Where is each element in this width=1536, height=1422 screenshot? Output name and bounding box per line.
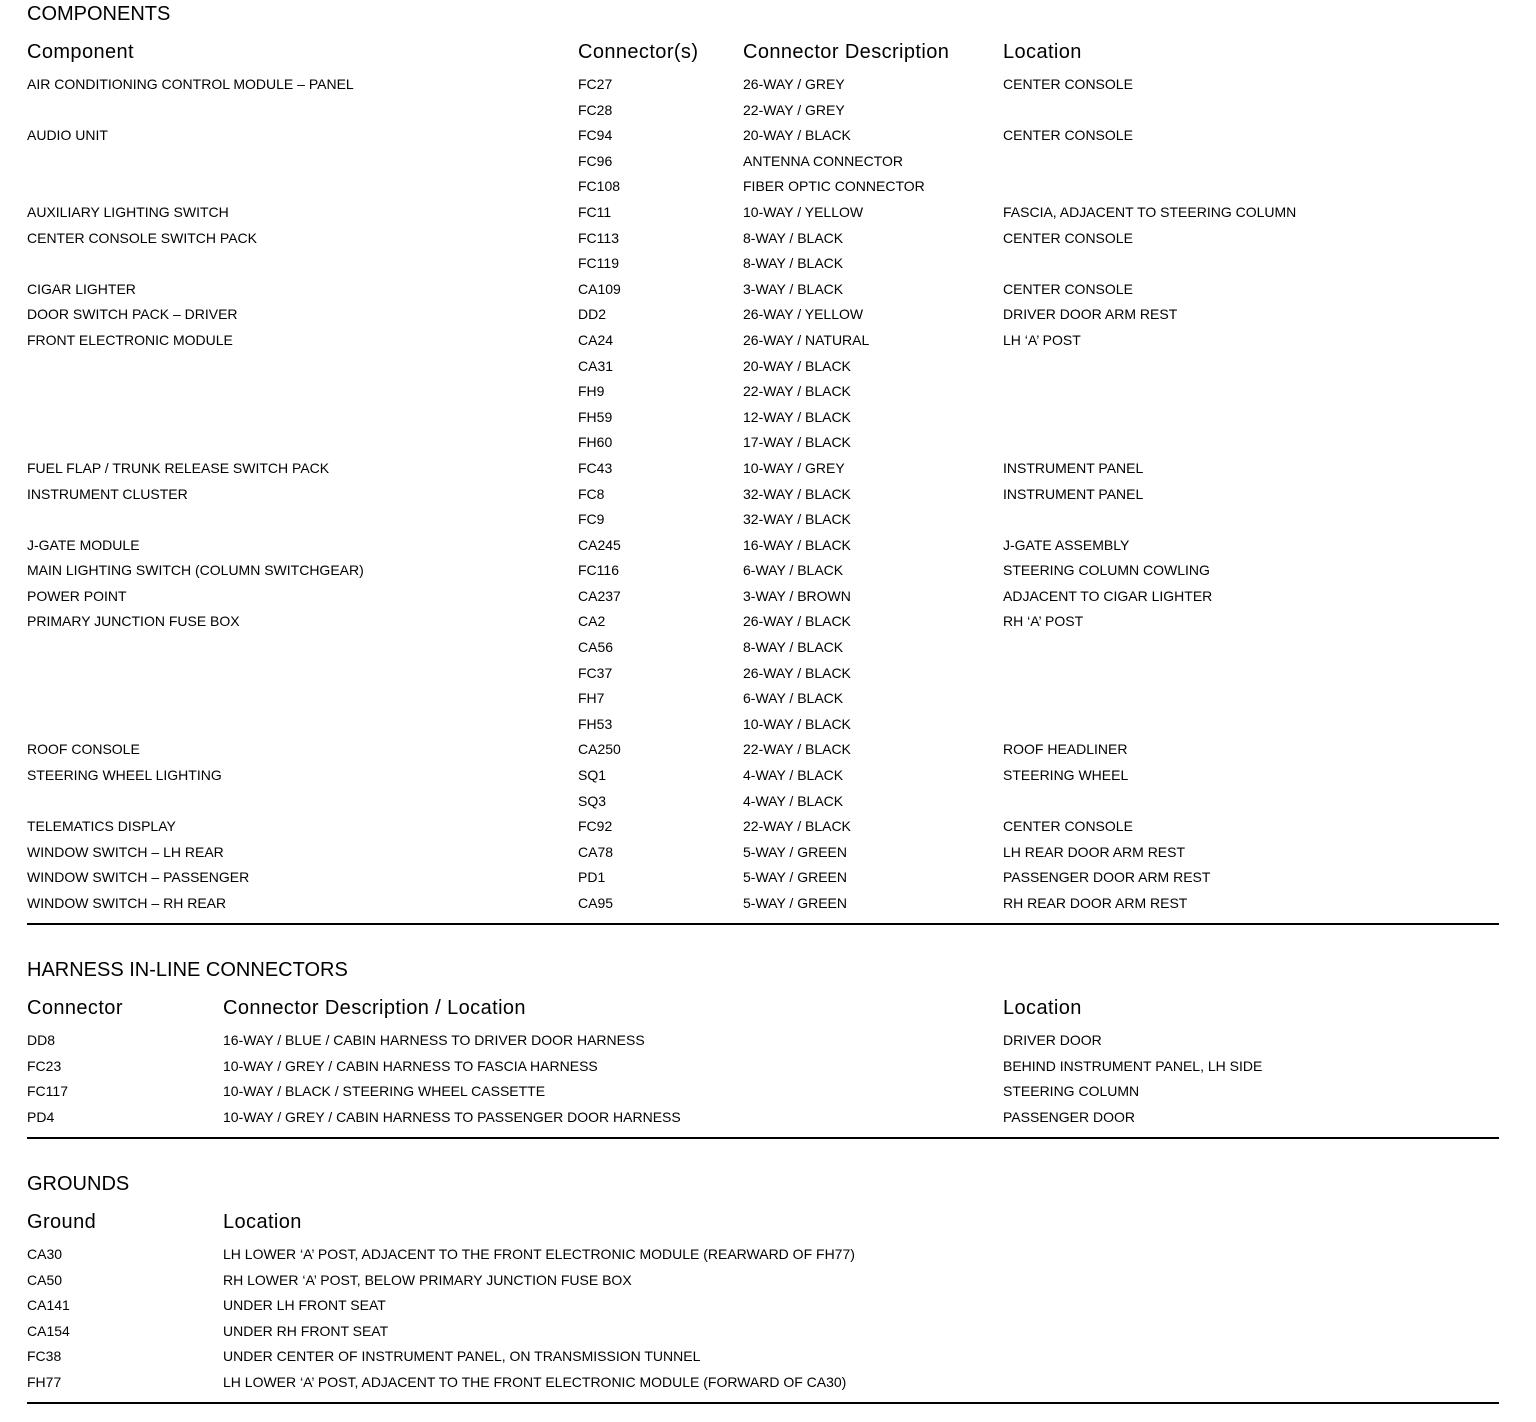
connector-id: CA109 <box>578 280 621 297</box>
ground-id: CA50 <box>27 1271 63 1288</box>
table-row <box>27 149 1499 175</box>
component-name: INSTRUMENT CLUSTER <box>27 485 188 502</box>
table-row <box>27 98 1499 124</box>
table-row <box>27 1370 1499 1396</box>
connector-id: FC23 <box>27 1057 62 1074</box>
component-location: STEERING WHEEL <box>1003 767 1129 784</box>
connector-description: 5-WAY / GREEN <box>743 869 847 886</box>
connector-id: FC94 <box>578 127 613 144</box>
connector-description: 20-WAY / BLACK <box>743 127 851 144</box>
table-row <box>27 661 1499 687</box>
connector-description: 4-WAY / BLACK <box>743 792 844 809</box>
connector-description: 26-WAY / GREY <box>743 76 845 92</box>
table-row <box>27 1105 1499 1131</box>
ground-id: FH77 <box>27 1373 62 1390</box>
component-location: ADJACENT TO CIGAR LIGHTER <box>1003 587 1213 604</box>
connector-id: FC9 <box>578 511 605 528</box>
header-location: Location <box>1003 41 1082 63</box>
ground-location: RH LOWER ‘A’ POST, BELOW PRIMARY JUNCTION FUSE BOX <box>223 1271 632 1288</box>
component-name: CENTER CONSOLE SWITCH PACK <box>27 229 257 246</box>
table-row <box>27 865 1499 891</box>
components-table <box>27 72 1499 917</box>
component-location: CENTER CONSOLE <box>1003 818 1133 835</box>
connector-description: 8-WAY / BLACK <box>743 639 844 656</box>
table-row <box>27 1054 1499 1080</box>
component-name: ROOF CONSOLE <box>27 741 140 758</box>
table-row <box>27 533 1499 559</box>
component-name: WINDOW SWITCH – LH REAR <box>27 843 224 860</box>
connector-description: 17-WAY / BLACK <box>743 434 851 451</box>
component-name: PRIMARY JUNCTION FUSE BOX <box>27 613 240 630</box>
connector-description: 20-WAY / BLACK <box>743 357 851 374</box>
table-row <box>27 1293 1499 1319</box>
connector-description: 26-WAY / BLACK <box>743 664 851 681</box>
connector-id: PD1 <box>578 869 606 886</box>
table-row <box>27 584 1499 610</box>
table-row <box>27 226 1499 252</box>
ground-id: CA30 <box>27 1246 63 1262</box>
connector-description: 6-WAY / BLACK <box>743 690 844 707</box>
table-row <box>27 1344 1499 1370</box>
ground-location: LH LOWER ‘A’ POST, ADJACENT TO THE FRONT ELECTRONIC MODULE (FORWARD OF CA30) <box>223 1373 847 1390</box>
connector-description: 26-WAY / YELLOW <box>743 306 864 323</box>
connector-description: 3-WAY / BLACK <box>743 280 844 297</box>
connector-id: CA237 <box>578 587 621 604</box>
table-row <box>27 1268 1499 1294</box>
connector-id: DD8 <box>27 1032 56 1048</box>
grounds-title: GROUNDS <box>27 1173 130 1195</box>
connector-description: 16-WAY / BLACK <box>743 536 851 553</box>
ground-location: UNDER CENTER OF INSTRUMENT PANEL, ON TRANSMISSION TUNNEL <box>223 1348 701 1365</box>
component-location: CENTER CONSOLE <box>1003 280 1133 297</box>
table-row <box>27 1242 1499 1268</box>
connector-id: CA24 <box>578 331 614 348</box>
connector-description: 22-WAY / BLACK <box>743 383 851 400</box>
component-location: STEERING COLUMN COWLING <box>1003 562 1210 579</box>
connector-description: 8-WAY / BLACK <box>743 229 844 246</box>
table-row <box>27 686 1499 712</box>
connector-id: FC8 <box>578 485 605 502</box>
table-row <box>27 712 1499 738</box>
connector-id: CA95 <box>578 895 614 911</box>
connector-description: 10-WAY / BLACK <box>743 715 851 732</box>
harness-title: HARNESS IN-LINE CONNECTORS <box>27 959 348 981</box>
component-location: INSTRUMENT PANEL <box>1003 485 1144 502</box>
connector-id: CA31 <box>578 357 614 374</box>
header-connectors: Connector(s) <box>578 41 699 63</box>
connector-description: 10-WAY / GREY / CABIN HARNESS TO FASCIA HARNESS <box>223 1057 598 1074</box>
connector-description: 10-WAY / YELLOW <box>743 203 864 220</box>
header-connector: Connector <box>27 997 123 1019</box>
table-row <box>27 891 1499 917</box>
component-name: AIR CONDITIONING CONTROL MODULE – PANEL <box>27 76 354 92</box>
connector-id: FC92 <box>578 818 613 835</box>
harness-section <box>27 958 1499 1140</box>
component-name: CIGAR LIGHTER <box>27 280 136 297</box>
connector-description: 10-WAY / GREY / CABIN HARNESS TO PASSENGER DOOR HARNESS <box>223 1108 681 1125</box>
harness-table <box>27 1028 1499 1130</box>
table-row <box>27 558 1499 584</box>
connector-id: DD2 <box>578 306 607 323</box>
connector-id: FH59 <box>578 408 613 425</box>
grounds-table <box>27 1242 1499 1396</box>
connector-description: 12-WAY / BLACK <box>743 408 851 425</box>
connector-id: FC113 <box>578 229 619 246</box>
component-name: J-GATE MODULE <box>27 536 140 553</box>
ground-location: UNDER LH FRONT SEAT <box>223 1297 386 1314</box>
table-row <box>27 1079 1499 1105</box>
component-location: RH ‘A’ POST <box>1003 613 1084 630</box>
connector-description: 6-WAY / BLACK <box>743 562 844 579</box>
table-row <box>27 72 1499 98</box>
table-row <box>27 635 1499 661</box>
connector-description: FIBER OPTIC CONNECTOR <box>743 178 925 195</box>
ground-location: LH LOWER ‘A’ POST, ADJACENT TO THE FRONT ELECTRONIC MODULE (REARWARD OF FH77) <box>223 1246 855 1262</box>
connector-description: 22-WAY / BLACK <box>743 818 851 835</box>
connector-location: BEHIND INSTRUMENT PANEL, LH SIDE <box>1003 1057 1263 1074</box>
table-row <box>27 456 1499 482</box>
table-row <box>27 174 1499 200</box>
header-connector-description: Connector Description <box>743 41 950 63</box>
section-divider <box>27 1137 1499 1139</box>
connector-id: FC116 <box>578 562 619 579</box>
component-location: CENTER CONSOLE <box>1003 76 1133 92</box>
connector-location: PASSENGER DOOR <box>1003 1108 1135 1125</box>
ground-id: FC38 <box>27 1348 62 1365</box>
connector-id: PD4 <box>27 1108 55 1125</box>
component-name: TELEMATICS DISPLAY <box>27 818 176 835</box>
connector-location: DRIVER DOOR <box>1003 1032 1102 1048</box>
component-name: WINDOW SWITCH – RH REAR <box>27 895 227 911</box>
table-row <box>27 1319 1499 1345</box>
connector-id: CA2 <box>578 613 606 630</box>
connector-description: 22-WAY / BLACK <box>743 741 851 758</box>
connector-description: 10-WAY / BLACK / STEERING WHEEL CASSETTE <box>223 1083 546 1100</box>
component-location: FASCIA, ADJACENT TO STEERING COLUMN <box>1003 203 1297 220</box>
connector-id: FC108 <box>578 178 621 195</box>
connector-id: FC43 <box>578 459 613 476</box>
ground-location: UNDER RH FRONT SEAT <box>223 1322 389 1339</box>
connector-description: 8-WAY / BLACK <box>743 255 844 272</box>
component-name: MAIN LIGHTING SWITCH (COLUMN SWITCHGEAR) <box>27 562 364 579</box>
connector-id: FH9 <box>578 383 605 400</box>
connector-id: FC119 <box>578 255 619 272</box>
components-section <box>27 2 1499 926</box>
table-row <box>27 763 1499 789</box>
table-row <box>27 737 1499 763</box>
connector-id: CA78 <box>578 843 614 860</box>
table-row <box>27 200 1499 226</box>
component-location: ROOF HEADLINER <box>1003 741 1128 758</box>
component-location: RH REAR DOOR ARM REST <box>1003 895 1188 911</box>
component-location: CENTER CONSOLE <box>1003 229 1133 246</box>
table-row <box>27 840 1499 866</box>
connector-description: 22-WAY / GREY <box>743 101 845 118</box>
connector-id: FC117 <box>27 1083 68 1100</box>
component-name: FRONT ELECTRONIC MODULE <box>27 331 233 348</box>
table-row <box>27 328 1499 354</box>
component-name: FUEL FLAP / TRUNK RELEASE SWITCH PACK <box>27 459 330 476</box>
components-title: COMPONENTS <box>27 3 171 25</box>
connector-id: FC96 <box>578 152 613 169</box>
connector-id: SQ1 <box>578 767 607 784</box>
connector-description: 5-WAY / GREEN <box>743 843 847 860</box>
connector-id: FC37 <box>578 664 613 681</box>
header-location: Location <box>223 1211 302 1233</box>
section-divider <box>27 923 1499 925</box>
connector-description: 5-WAY / GREEN <box>743 895 847 911</box>
table-row <box>27 405 1499 431</box>
connector-id: CA245 <box>578 536 621 553</box>
table-row <box>27 609 1499 635</box>
header-location: Location <box>1003 997 1082 1019</box>
header-connector-description-location: Connector Description / Location <box>223 997 526 1019</box>
table-row <box>27 379 1499 405</box>
connector-id: SQ3 <box>578 792 607 809</box>
ground-id: CA141 <box>27 1297 70 1314</box>
section-divider <box>27 1402 1499 1404</box>
table-row <box>27 354 1499 380</box>
connector-description: 3-WAY / BROWN <box>743 587 851 604</box>
component-location: PASSENGER DOOR ARM REST <box>1003 869 1211 886</box>
connector-id: FH60 <box>578 434 613 451</box>
component-location: INSTRUMENT PANEL <box>1003 459 1144 476</box>
connector-id: FC27 <box>578 76 613 92</box>
connector-description: 16-WAY / BLUE / CABIN HARNESS TO DRIVER DOOR HARNESS <box>223 1032 645 1048</box>
table-row <box>27 123 1499 149</box>
connector-description: 4-WAY / BLACK <box>743 767 844 784</box>
table-row <box>27 507 1499 533</box>
component-location: DRIVER DOOR ARM REST <box>1003 306 1178 323</box>
connector-description: 26-WAY / NATURAL <box>743 331 870 348</box>
connector-id: FH53 <box>578 715 613 732</box>
table-row <box>27 814 1499 840</box>
component-name: AUDIO UNIT <box>27 127 108 144</box>
header-component: Component <box>27 41 134 63</box>
component-name: POWER POINT <box>27 587 127 604</box>
connector-description: 32-WAY / BLACK <box>743 511 851 528</box>
component-name: DOOR SWITCH PACK – DRIVER <box>27 306 238 323</box>
ground-id: CA154 <box>27 1322 70 1339</box>
table-row <box>27 430 1499 456</box>
connector-id: CA250 <box>578 741 621 758</box>
table-row <box>27 302 1499 328</box>
connector-description: 32-WAY / BLACK <box>743 485 851 502</box>
connector-id: CA56 <box>578 639 614 656</box>
table-row <box>27 251 1499 277</box>
component-location: CENTER CONSOLE <box>1003 127 1133 144</box>
component-name: STEERING WHEEL LIGHTING <box>27 767 222 784</box>
component-location: LH REAR DOOR ARM REST <box>1003 843 1186 860</box>
table-row <box>27 277 1499 303</box>
component-location: J-GATE ASSEMBLY <box>1003 536 1130 553</box>
table-row <box>27 1028 1499 1054</box>
grounds-section <box>27 1172 1499 1406</box>
table-row <box>27 789 1499 815</box>
connector-description: 26-WAY / BLACK <box>743 613 851 630</box>
component-location: LH ‘A’ POST <box>1003 331 1081 348</box>
component-name: WINDOW SWITCH – PASSENGER <box>27 869 250 886</box>
connector-id: FC28 <box>578 101 613 118</box>
table-row <box>27 482 1499 508</box>
component-name: AUXILIARY LIGHTING SWITCH <box>27 203 229 220</box>
connector-description: ANTENNA CONNECTOR <box>743 152 903 169</box>
header-ground: Ground <box>27 1211 97 1233</box>
connector-id: FC11 <box>578 203 612 220</box>
connector-id: FH7 <box>578 690 605 707</box>
connector-location: STEERING COLUMN <box>1003 1083 1140 1100</box>
connector-description: 10-WAY / GREY <box>743 459 845 476</box>
